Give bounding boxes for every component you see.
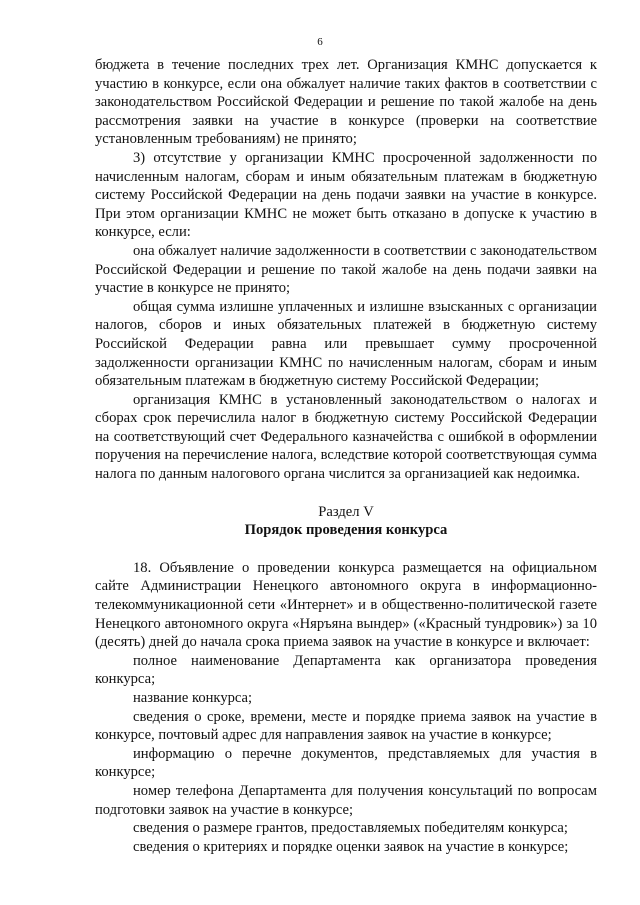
- section-heading: [95, 503, 597, 540]
- document-body: [95, 56, 597, 856]
- paragraphs-bottom: [95, 559, 597, 857]
- paragraph: организация КМНС в установленный законодательством о налогах и сборах срок перечислила налог в бюджетную систему Российской Федерации на соответствующий счет Федерального казначейства с ошибкой в оформлении поручения на перечисление налога, вследствие которой соответствующая сумма налога по данным налогового органа числится за организацией как недоимка.: [95, 391, 597, 483]
- list-item: полное наименование Департамента как организатора проведения конкурса;: [95, 652, 597, 688]
- paragraph: бюджета в течение последних трех лет. Организация КМНС допускается к участию в конкурсе, если она обжалует наличие таких фактов в соответствии с законодательством Российской Федерации и решение по такой жалобе на день рассмотрения заявки на участие в конкурсе (проверки на соответствие установленным требованиям) не принято;: [95, 57, 597, 148]
- section-title: Порядок проведения конкурса: [244, 522, 448, 539]
- list-item: сведения о сроке, времени, месте и порядке приема заявок на участие в конкурсе, почтовый адрес для направления заявок на участие в конкурсе;: [95, 708, 597, 744]
- paragraph: она обжалует наличие задолженности в соответствии с законодательством Российской Федерации и решение по такой жалобе на день подачи заявки на участие в конкурсе не принято;: [95, 242, 597, 297]
- list-item: сведения о критериях и порядке оценки заявок на участие в конкурсе;: [133, 838, 569, 855]
- list-item: информацию о перечне документов, представляемых для участия в конкурсе;: [95, 745, 597, 781]
- list-item: сведения о размере грантов, предоставляемых победителям конкурса;: [133, 820, 568, 837]
- paragraph: 3) отсутствие у организации КМНС просроченной задолженности по начисленным налогам, сборам и иным обязательным платежам в бюджетную систему Российской Федерации на день подачи заявки на участие в конкурсе. При этом организации КМНС не может быть отказано в допуске к участию в конкурсе, если:: [95, 149, 597, 241]
- paragraph: общая сумма излишне уплаченных и излишне взысканных с организации налогов, сборов и иных обязательных платежей в бюджетную систему Российской Федерации равна или превышает сумму просроченной задолженности организации КМНС по начисленным налогам, сборам и иным обязательным платежам в бюджетную систему Российской Федерации;: [95, 298, 597, 390]
- paragraph: 18. Объявление о проведении конкурса размещается на официальном сайте Администрации Ненецкого автономного округа в информационно-телекоммуникационной сети «Интернет» и в общественно-политической газете Ненецкого автономного округа «Няръяна вындер» («Красный тундровик») за 10 (десять) дней до начала срока приема заявок на участие в конкурсе и включает:: [95, 559, 597, 651]
- list-item: номер телефона Департамента для получения консультаций по вопросам подготовки заявок на участие в конкурсе;: [95, 782, 597, 818]
- page-number: 6: [317, 36, 323, 48]
- section-number: Раздел V: [318, 503, 374, 520]
- list-item: название конкурса;: [133, 690, 253, 706]
- paragraphs-top: [95, 56, 597, 484]
